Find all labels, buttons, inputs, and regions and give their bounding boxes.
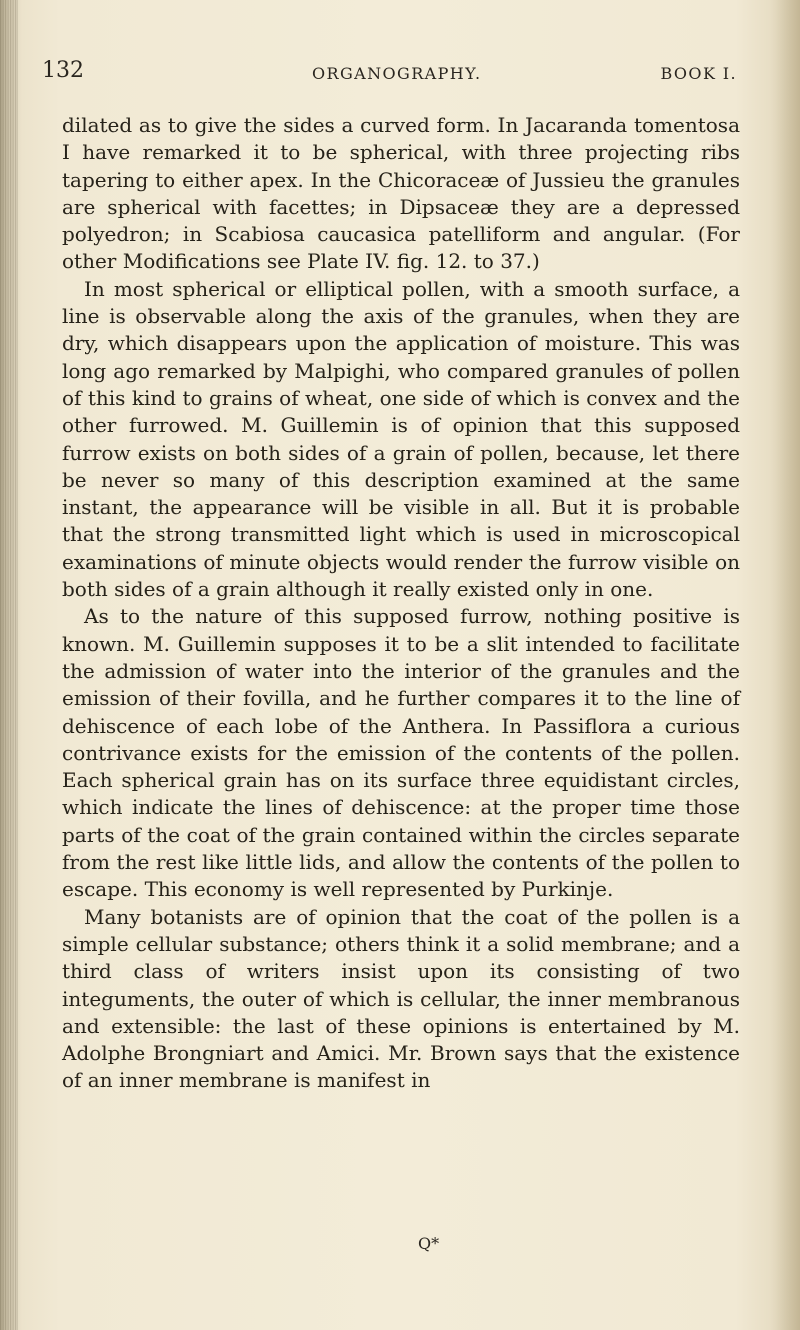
running-head [42,58,737,88]
paragraph-continuation: dilated as to give the sides a curved form. In Jacaranda tomentosa I have remarked it to be spherical, with three projecting ribs tapering to either apex. In the Chicoraceæ of Jussieu the granules are spherical with facettes; in Dipsaceæ they are a depressed polyedron; in Scabiosa caucasica patelliform and angular. (For other Modifications see Plate IV. fig. 12. to 37.) [62,113,740,274]
page-number: 132 [42,58,84,83]
book-label: BOOK I. [660,64,737,83]
paragraph: In most spherical or elliptical pollen, with a smooth surface, a line is observable along the axis of the granules, when they are dry, which disappears upon the application of moisture. This was long ago remarked by Malpighi, who compared granules of pollen of this kind to grains of wheat, one side of which is convex and the other furrowed. M. Guillemin is of opinion that this supposed furrow exists on both sides of a grain of pollen, because, let there be never so many of this description examined at the same instant, the appearance will be visible in all. But it is probable that the strong transmitted light which is used in microscopical examinations of minute objects would render the furrow visible on both sides of a grain although it really existed only in one. [62,276,740,602]
binding-gutter [0,0,18,1330]
running-title: ORGANOGRAPHY. [312,64,482,83]
paragraph: Many botanists are of opinion that the coat of the pollen is a simple cellular substance; others think it a solid membrane; and a third class of writers insist upon its consisting of two integuments, the outer of which is cellular, the inner membranous and extensible: the last of these opinions is entertained by M. Adolphe Brongniart and Amici. Mr. Brown says that the existence of an inner membrane is manifest in [62,904,740,1093]
body-text [62,112,740,1095]
signature-mark: Q* [418,1234,440,1253]
page-edge-shadow [770,0,800,1330]
paragraph: As to the nature of this supposed furrow, nothing positive is known. M. Guillemin supposes it to be a slit intended to facilitate the admission of water into the interior of the granules and the emission of their fovilla, and he further compares it to the line of dehiscence of each lobe of the Anthera. In Passiflora a curious contrivance exists for the emission of the contents of the pollen. Each spherical grain has on its surface three equidistant circles, which indicate the lines of dehiscence: at the proper time those parts of the coat of the grain contained within the circles separate from the rest like little lids, and allow the contents of the pollen to escape. This economy is well represented by Purkinje. [62,604,740,902]
